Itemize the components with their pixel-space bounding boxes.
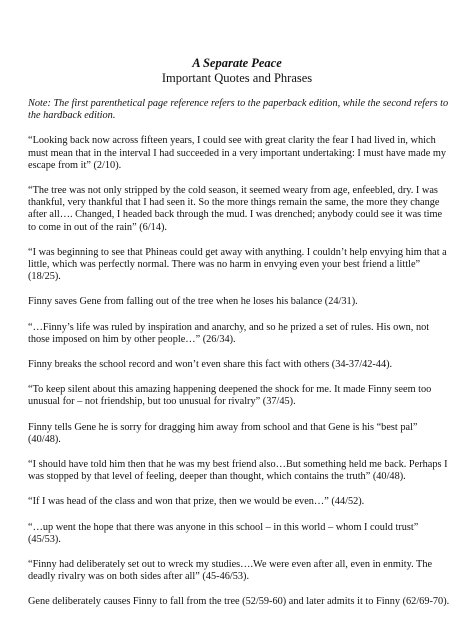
document-title: A Separate Peace xyxy=(192,56,282,70)
paragraph: “If I was head of the class and won that prize, then we would be even…” (44/52). xyxy=(28,496,365,508)
paragraph: “…Finny’s life was ruled by inspiration and anarchy, and so he prized a set of rules. His own, not those imposed on him by other people…” (26/34). xyxy=(28,321,430,345)
paragraph: “I was beginning to see that Phineas could get away with anything. I couldn’t help envying him that a little, which was perfectly normal. There was no harm in envying even your best friend a little” (18/25). xyxy=(28,246,447,283)
document-header xyxy=(0,56,474,86)
paragraph: Finny breaks the school record and won’t even share this fact with others (34-37/42-44). xyxy=(28,359,393,371)
paragraph: “Looking back now across fifteen years, I could see with great clarity the fear I had lived in, which must mean that in the interval I had succeeded in a very important undertaking: I must have made my escape from it” (2/10). xyxy=(28,135,447,171)
paragraph: Finny saves Gene from falling out of the tree when he loses his balance (24/31). xyxy=(28,296,358,308)
document-body xyxy=(28,98,450,622)
document-subtitle: Important Quotes and Phrases xyxy=(161,71,313,85)
paragraph: Gene deliberately causes Finny to fall from the tree (52/59-60) and later admits it to Finny (62/69-70). xyxy=(28,596,450,608)
paragraph: “The tree was not only stripped by the cold season, it seemed weary from age, enfeebled, dry. I was thankful, very thankful that I had seen it. So the more things remain the same, the more they change after all…. Changed, I headed back through the mud. I was drenched; anybody could see it was time to come in out of the rain” (6/14). xyxy=(28,185,443,233)
edition-note: Note: The first parenthetical page reference refers to the paperback edition, while the second refers to the hardback edition. xyxy=(28,98,449,122)
paragraph: “I should have told him then that he was my best friend also…But something held me back. Perhaps I was stopped by that level of feeling, deeper than thought, which contains the truth” (40/48). xyxy=(28,459,448,483)
paragraph: “…up went the hope that there was anyone in this school – in this world – whom I could trust” (45/53). xyxy=(28,521,419,545)
paragraph: “Finny had deliberately set out to wreck my studies….We were even after all, even in enmity. The deadly rivalry was on both sides after all” (45-46/53). xyxy=(28,559,433,583)
paragraph: Finny tells Gene he is sorry for dragging him away from school and that Gene is his “best pal” (40/48). xyxy=(28,421,418,445)
paragraph: “To keep silent about this amazing happening deepened the shock for me. It made Finny seem too unusual for – not friendship, but too unusual for rivalry” (37/45). xyxy=(28,384,432,408)
